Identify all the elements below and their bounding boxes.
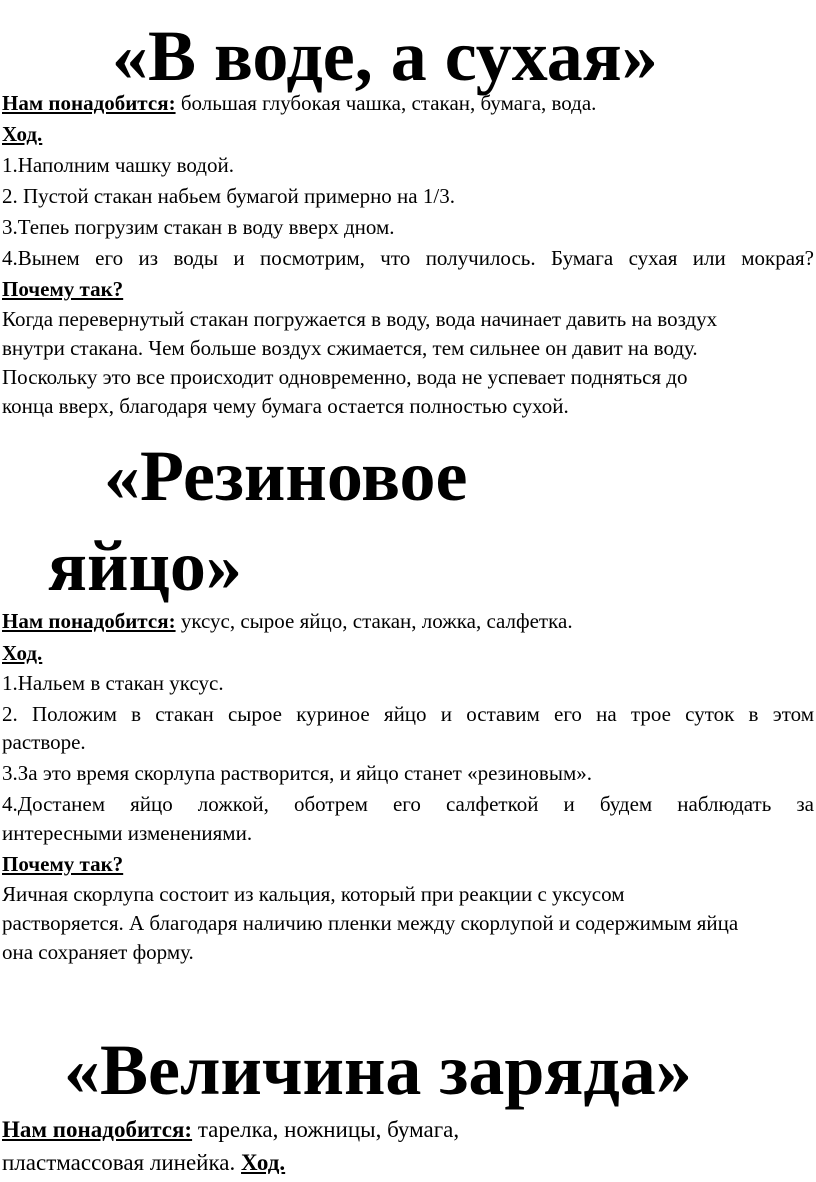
exp2-why-line-3: она сохраняет форму. <box>2 940 194 964</box>
exp1-needs-label: Нам понадобится: <box>2 91 176 115</box>
exp2-title-line-2: яйцо» <box>48 526 242 606</box>
exp3-needs-text-2: пластмассовая линейка. <box>2 1150 242 1175</box>
exp3-title: «Величина заряда» <box>64 1030 692 1110</box>
exp1-why-label: Почему так? <box>2 277 124 301</box>
exp1-why-line-3: Поскольку это все происходит одновременно, вода не успевает подняться до <box>2 365 688 389</box>
exp2-step-4: 4.Достанем яйцо ложкой, оботрем его салфеткой и будем наблюдать за <box>2 792 814 816</box>
exp3-steps-label: Ход. <box>241 1150 286 1175</box>
exp3-needs <box>2 1116 814 1144</box>
exp1-steps-label: Ход. <box>2 122 43 146</box>
exp2-step-2: 2. Положим в стакан сырое куриное яйцо и оставим его на трое суток в этом <box>2 702 814 726</box>
exp1-title: «В воде, а сухая» <box>112 16 658 96</box>
exp1-step-3: 3.Тепеь погрузим стакан в воду вверх дном. <box>2 215 395 239</box>
exp1-needs-text: большая глубокая чашка, стакан, бумага, вода. <box>175 91 597 115</box>
exp2-step-4-cont: интересными изменениями. <box>2 821 253 845</box>
exp1-step-4: 4.Вынем его из воды и посмотрим, что получилось. Бумага сухая или мокрая? <box>2 246 814 270</box>
exp1-step-1: 1.Наполним чашку водой. <box>2 153 234 177</box>
exp2-why-label: Почему так? <box>2 852 124 876</box>
exp2-why-line-2: растворяется. А благодаря наличию пленки между скорлупой и содержимым яйца <box>2 911 739 935</box>
exp2-step-3: 3.За это время скорлупа растворится, и яйцо станет «резиновым». <box>2 761 592 785</box>
exp2-needs-label: Нам понадобится: <box>2 609 176 633</box>
exp2-steps-label: Ход. <box>2 641 43 665</box>
exp2-needs <box>2 607 814 635</box>
exp1-needs <box>2 89 814 117</box>
exp1-why-line-4: конца вверх, благодаря чему бумага остается полностью сухой. <box>2 394 569 418</box>
exp3-needs-line-2 <box>2 1149 814 1177</box>
exp3-needs-text: тарелка, ножницы, бумага, <box>192 1117 460 1142</box>
exp2-step-1: 1.Нальем в стакан уксус. <box>2 671 224 695</box>
exp1-why-line-2: внутри стакана. Чем больше воздух сжимается, тем сильнее он давит на воду. <box>2 336 698 360</box>
exp2-needs-text: уксус, сырое яйцо, стакан, ложка, салфетка. <box>175 609 573 633</box>
exp2-title-line-1: «Резиновое <box>104 436 468 516</box>
exp2-step-2-cont: растворе. <box>2 730 86 754</box>
exp2-why-line-1: Яичная скорлупа состоит из кальция, который при реакции с уксусом <box>2 882 625 906</box>
exp1-why-line-1: Когда перевернутый стакан погружается в воду, вода начинает давить на воздух <box>2 307 718 331</box>
exp1-step-2: 2. Пустой стакан набьем бумагой примерно на 1/3. <box>2 184 455 208</box>
exp3-needs-label: Нам понадобится: <box>2 1117 193 1142</box>
